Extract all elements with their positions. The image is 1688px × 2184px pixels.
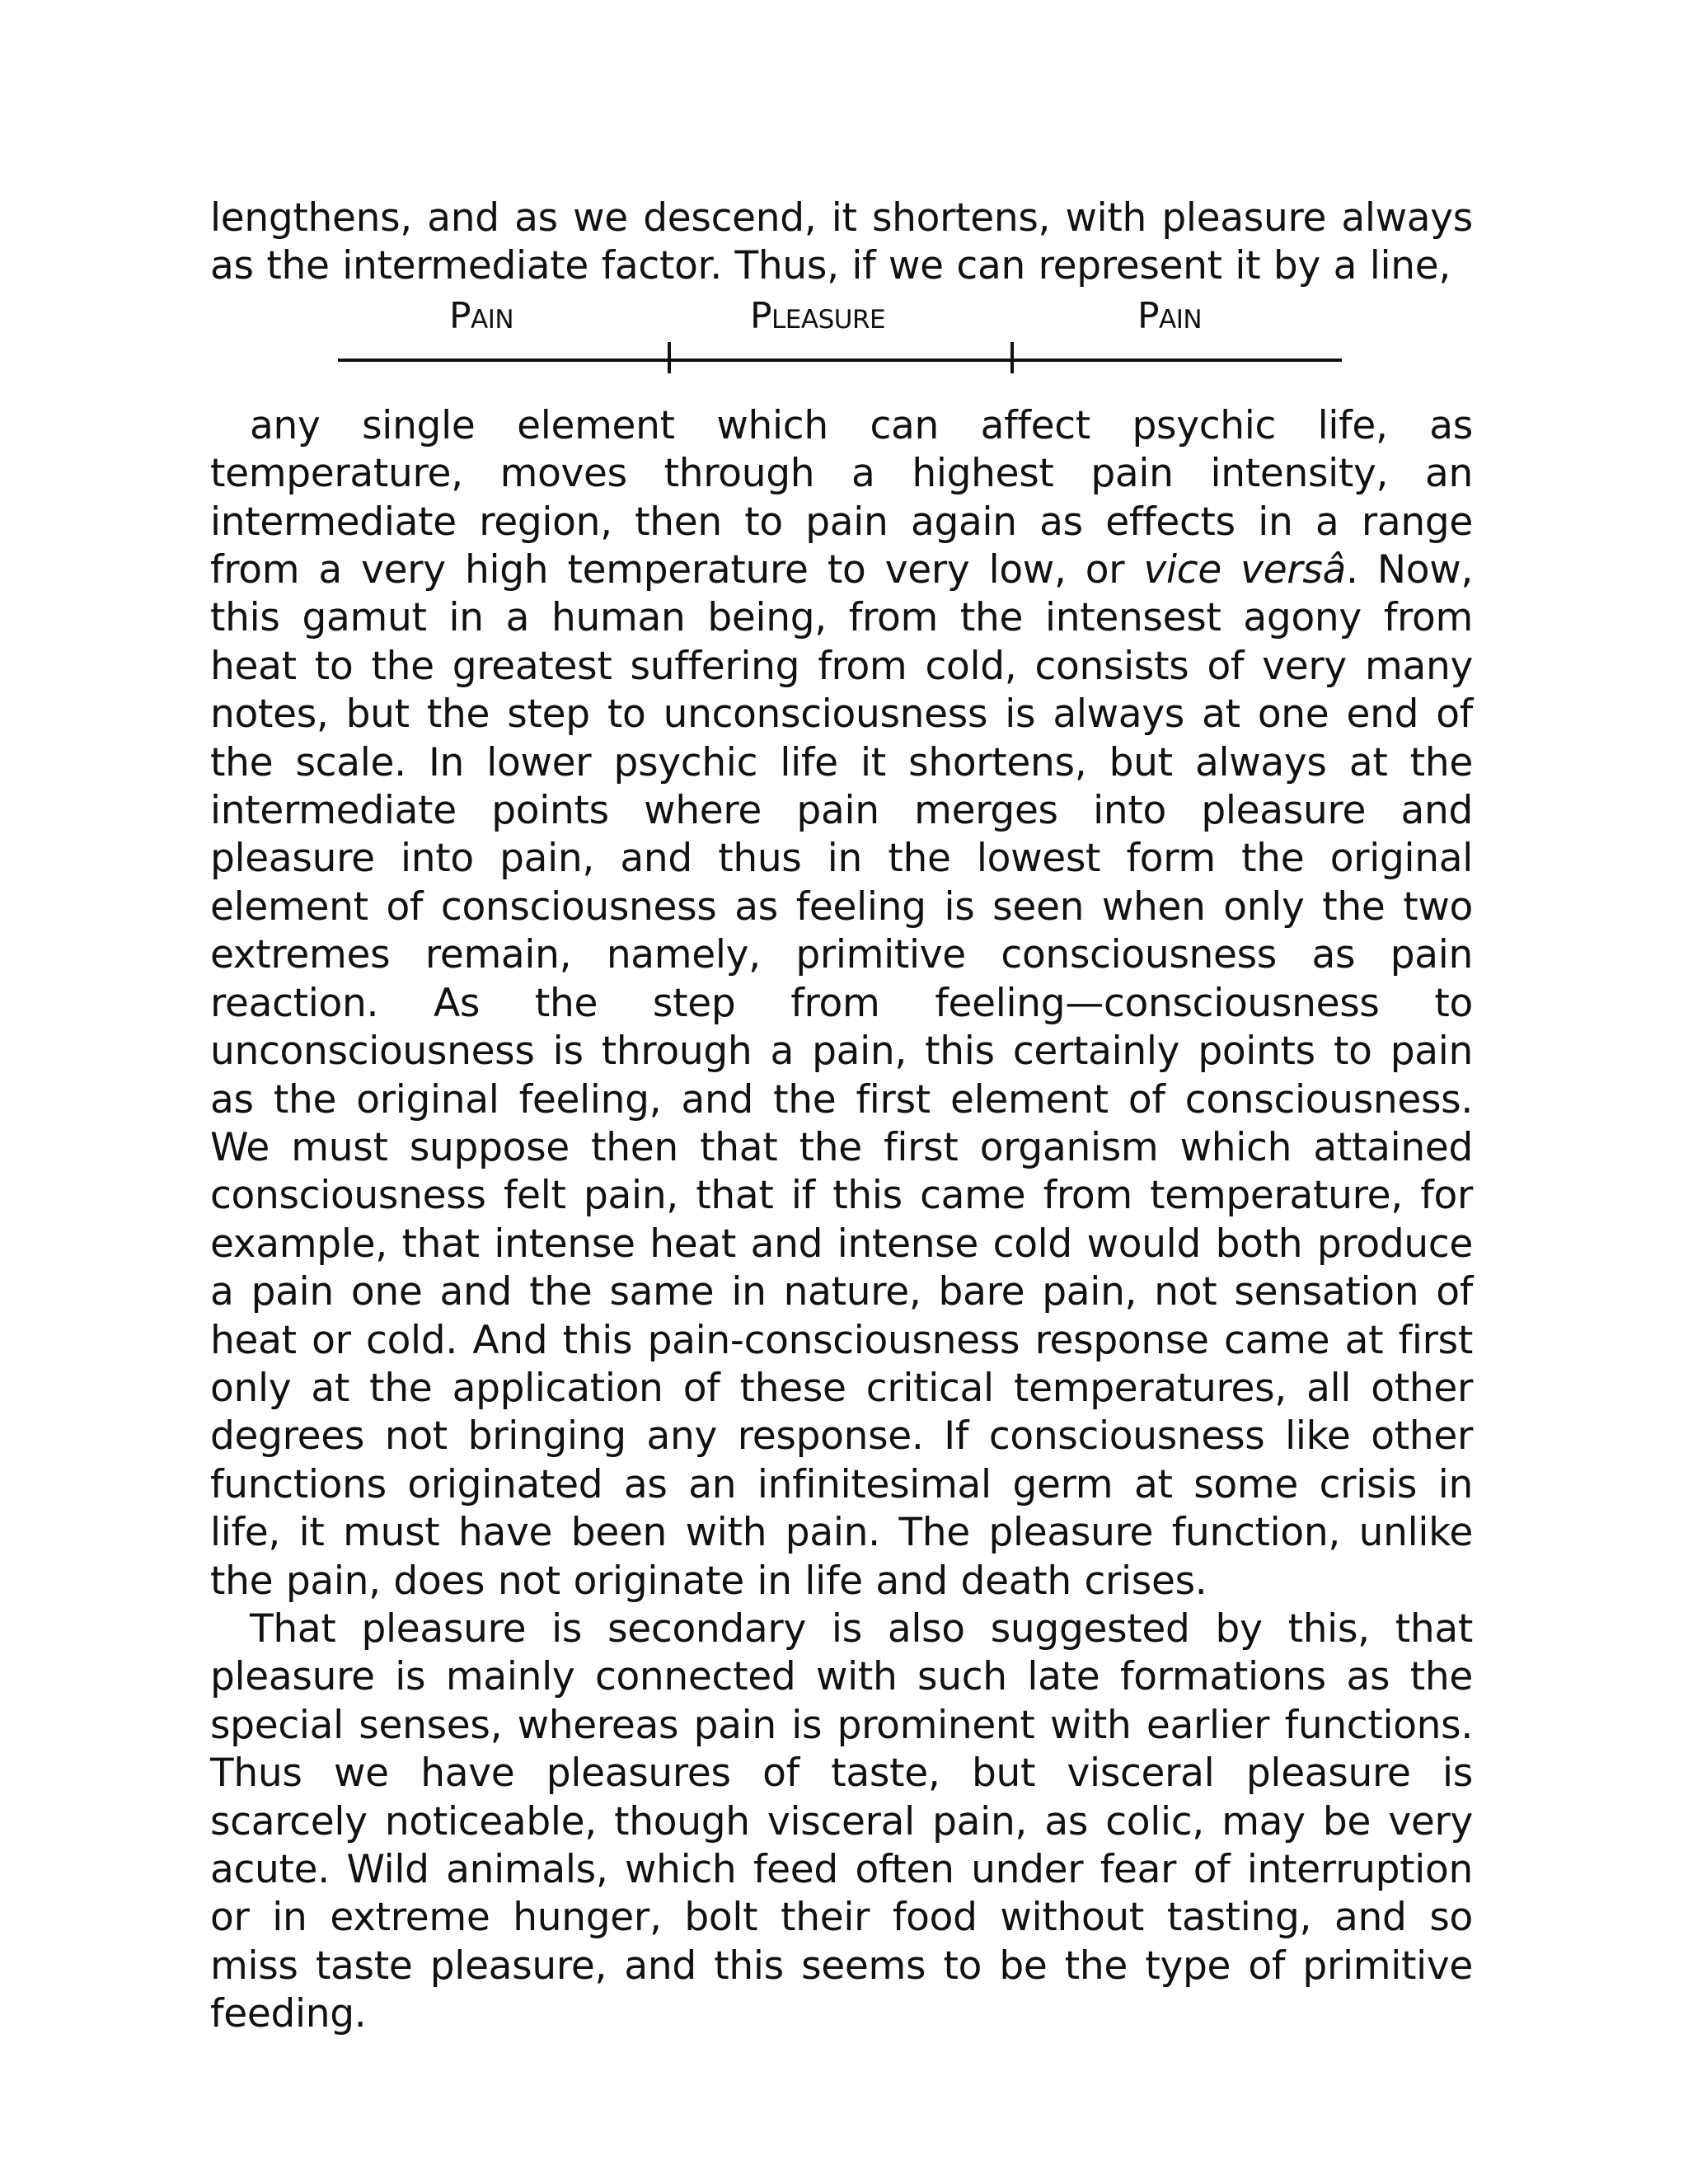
- italic-phrase: vice versâ: [1143, 547, 1347, 593]
- scale-label-pain-left: Pain: [449, 294, 514, 337]
- paragraph-main-rest: . Now, this gamut in a human being, from the intensest agony from heat to the greatest suffering from cold, consists of very many notes, but the step to unconsciousness is always at one end of the scale. In lower psychic life it shortens, but always at the intermediate points where pain merges into pleasure and pleasure into pain, and thus in the lowest form the original element of consciousness as feeling is seen when only the two extremes remain, namely, primitive consciousness as pain reaction. As the step from feeling—consciousness to unconsciousness is through a pain, this certainly points to pain as the original feeling, and the first element of consciousness. We must suppose then that the first organism which attained consciousness felt pain, that if this came from temperature, for example, that intense heat and intense cold would both produce a pain one and the same in nature, bare pain, not sensation of heat or cold. And this pain-consciousness response came at first only at the application of these critical temperatures, all other degrees not bringing any response. If consciousness like other functions originated as an infinitesimal germ at some crisis in life, it must have been with pain. The pleasure function, unlike the pain, does not originate in life and death crises.: [210, 547, 1473, 1604]
- paragraph-main: [210, 402, 1473, 1605]
- scale-label-pleasure: Pleasure: [750, 294, 886, 337]
- page-body: [210, 194, 1473, 2039]
- paragraph-main-start: any single element which can affect psychic life, as temperature, moves through a highest pain intensity, an intermediate region, then to pain again as effects in a range from a very high temperature to very low, or: [210, 402, 1473, 593]
- paragraph-top: lengthens, and as we descend, it shortens, with pleasure always as the intermediate factor. Thus, if we can represent it by a line,: [210, 195, 1473, 289]
- pain-pleasure-scale-diagram: [210, 293, 1473, 402]
- scale-line-graphic: [210, 293, 1473, 402]
- paragraph-last: That pleasure is secondary is also suggested by this, that pleasure is mainly connected with such late formations as the special senses, whereas pain is prominent with earlier functions. Thus we have pleasures of taste, but visceral pleasure is scarcely noticeable, though visceral pain, as colic, may be very acute. Wild animals, which feed often under fear of interruption or in extreme hunger, bolt their food without tasting, and so miss taste pleasure, and this seems to be the type of primitive feeding.: [210, 1605, 1473, 2037]
- scale-label-pain-right: Pain: [1137, 294, 1203, 337]
